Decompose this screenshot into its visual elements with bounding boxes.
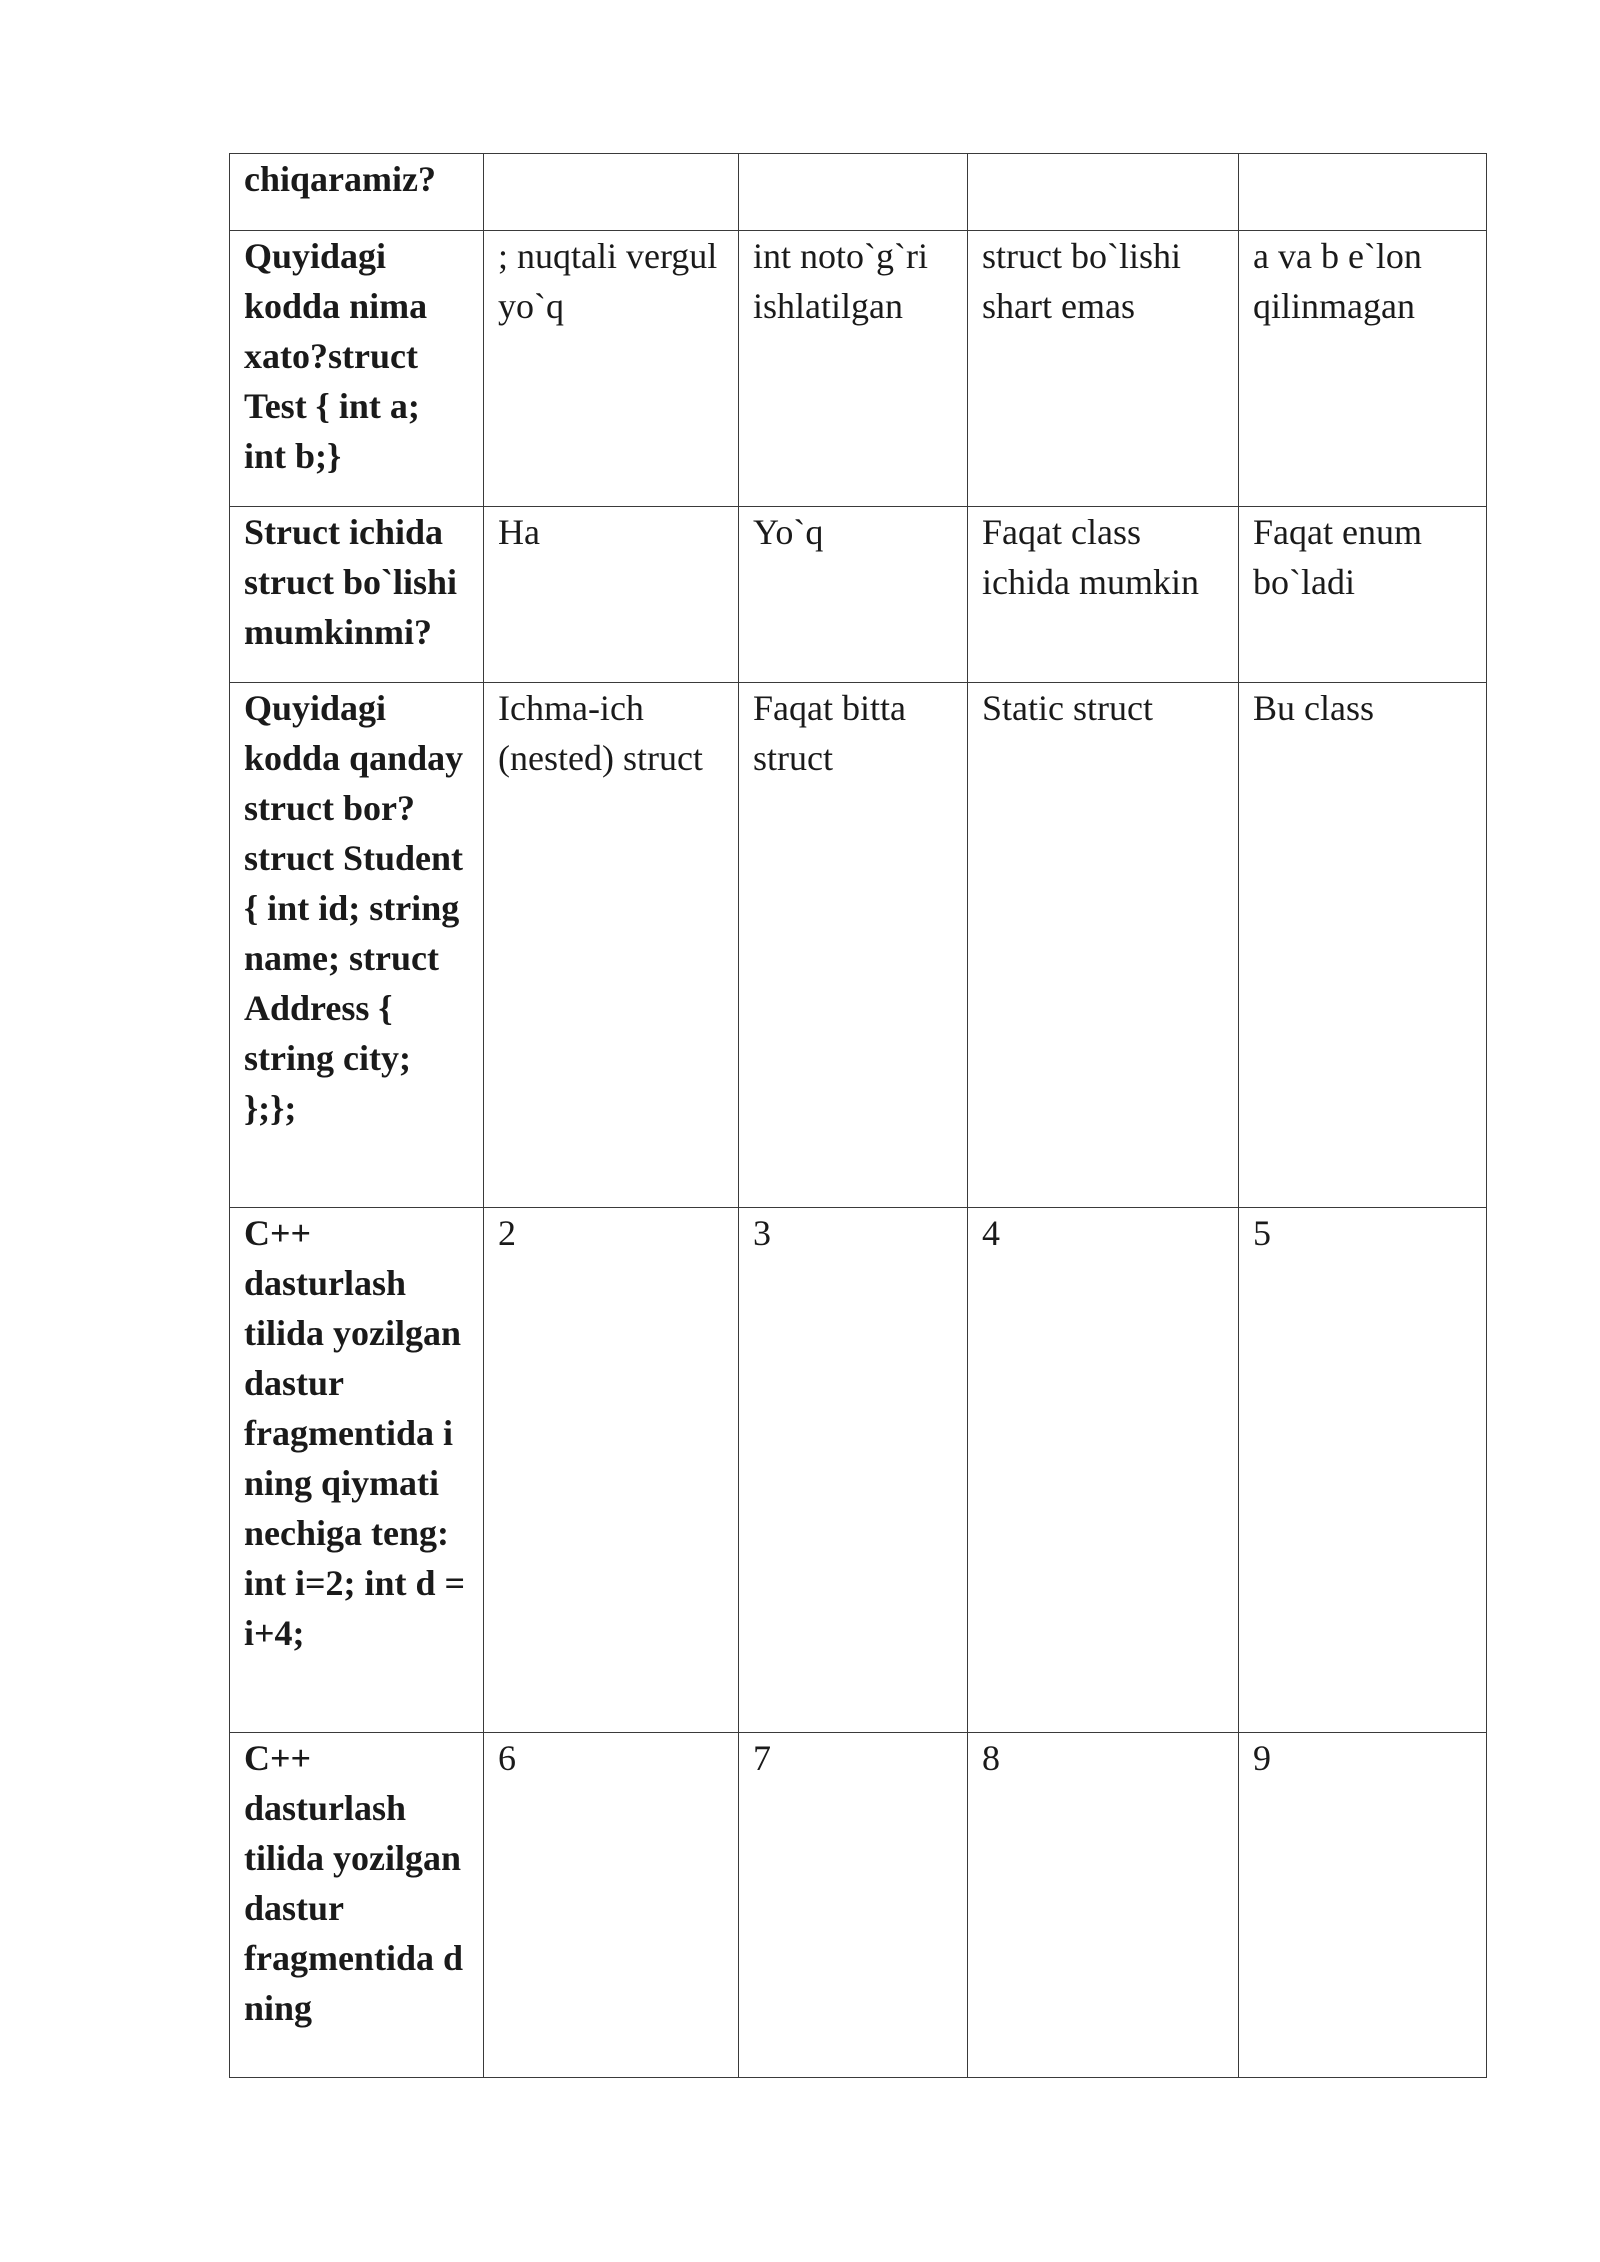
option-text: 9 — [1253, 1738, 1271, 1778]
table-row — [230, 507, 1487, 683]
question-cell — [230, 1733, 484, 2078]
question-cell — [230, 507, 484, 683]
option-cell — [739, 1733, 968, 2078]
table-row — [230, 1733, 1487, 2078]
option-cell — [1239, 154, 1487, 231]
option-cell — [1239, 683, 1487, 1208]
question-cell — [230, 683, 484, 1208]
option-text: int noto`g`ri ishlatilgan — [753, 236, 928, 326]
table-row — [230, 154, 1487, 231]
option-cell — [968, 1733, 1239, 2078]
question-text: C++ dasturlash tilida yozilgan dastur fragmentida i ning qiymati nechiga teng: int i=2; int d = i+4; — [244, 1213, 466, 1653]
option-text: 5 — [1253, 1213, 1271, 1253]
question-cell — [230, 1208, 484, 1733]
question-text: chiqaramiz? — [244, 159, 436, 199]
option-cell — [968, 231, 1239, 507]
option-cell — [739, 154, 968, 231]
option-cell — [1239, 507, 1487, 683]
option-text: ; nuqtali vergul yo`q — [498, 236, 718, 326]
option-cell — [968, 1208, 1239, 1733]
option-text: Bu class — [1253, 688, 1374, 728]
option-cell — [739, 231, 968, 507]
option-text: Ha — [498, 512, 540, 552]
option-cell — [484, 683, 739, 1208]
question-text: Struct ichida struct bo`lishi mumkinmi? — [244, 512, 458, 652]
option-text: struct bo`lishi shart emas — [982, 236, 1181, 326]
option-text: Faqat class ichida mumkin — [982, 512, 1199, 602]
question-cell — [230, 231, 484, 507]
option-text: a va b e`lon qilinmagan — [1253, 236, 1422, 326]
option-cell — [484, 1208, 739, 1733]
option-cell — [968, 507, 1239, 683]
option-cell — [484, 507, 739, 683]
option-cell — [484, 231, 739, 507]
quiz-table — [229, 153, 1487, 2078]
option-cell — [484, 1733, 739, 2078]
option-cell — [1239, 1208, 1487, 1733]
table-row — [230, 683, 1487, 1208]
option-text: Faqat bitta struct — [753, 688, 906, 778]
option-cell — [484, 154, 739, 231]
option-cell — [968, 683, 1239, 1208]
option-text: Yo`q — [753, 512, 824, 552]
question-cell — [230, 154, 484, 231]
option-cell — [968, 154, 1239, 231]
option-text: 4 — [982, 1213, 1000, 1253]
question-text: Quyidagi kodda nima xato?struct Test { int a; int b;} — [244, 236, 428, 476]
question-text: C++ dasturlash tilida yozilgan dastur fragmentida d ning — [244, 1738, 463, 2028]
option-text: Static struct — [982, 688, 1153, 728]
option-cell — [739, 683, 968, 1208]
option-cell — [1239, 1733, 1487, 2078]
option-cell — [739, 1208, 968, 1733]
option-text: Faqat enum bo`ladi — [1253, 512, 1422, 602]
table-row — [230, 1208, 1487, 1733]
option-cell — [739, 507, 968, 683]
option-text: 8 — [982, 1738, 1000, 1778]
option-cell — [1239, 231, 1487, 507]
table-row — [230, 231, 1487, 507]
option-text: 6 — [498, 1738, 516, 1778]
option-text: 7 — [753, 1738, 771, 1778]
option-text: Ichma-ich (nested) struct — [498, 688, 703, 778]
option-text: 3 — [753, 1213, 771, 1253]
question-text: Quyidagi kodda qanday struct bor?struct Student { int id; string name; struct Address { string city; };}; — [244, 688, 464, 1128]
option-text: 2 — [498, 1213, 516, 1253]
